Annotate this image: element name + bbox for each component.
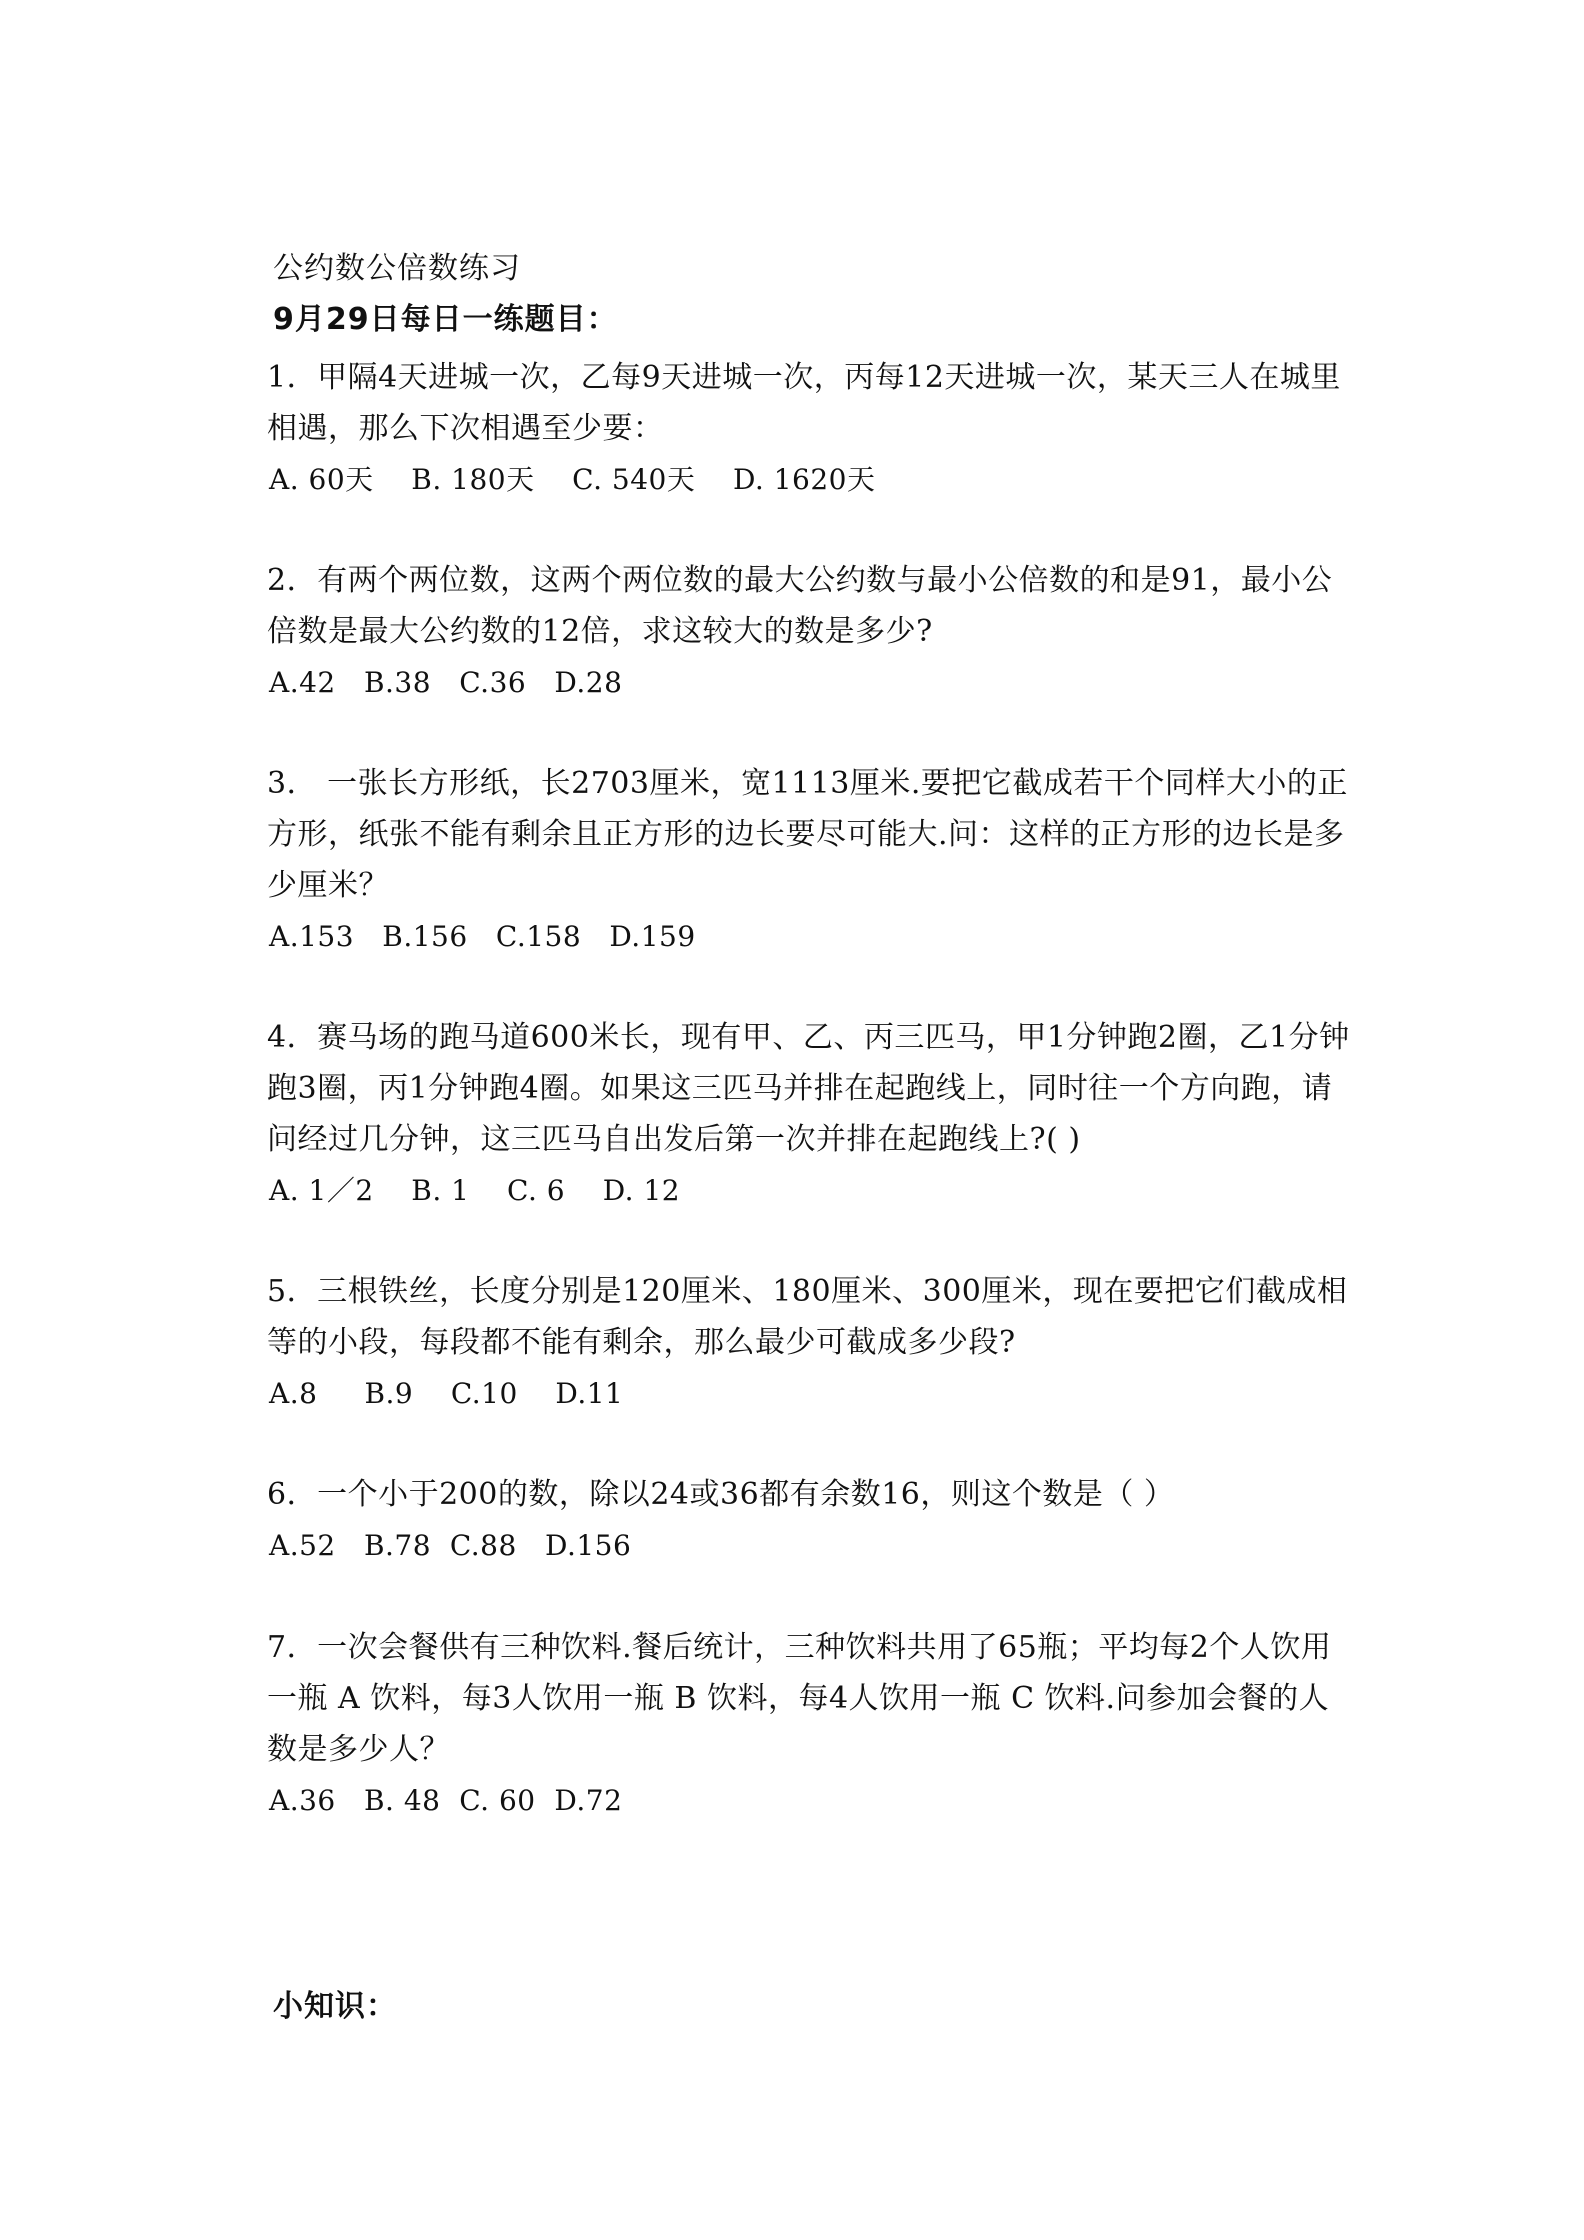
question-text: 7．一次会餐供有三种饮料.餐后统计，三种饮料共用了65瓶；平均每2个人饮用一瓶 A 饮料，每3人饮用一瓶 B 饮料，每4人饮用一瓶 C 饮料.问参加会餐的人数是多少人？	[267, 1630, 1332, 1767]
question-2	[255, 555, 1355, 708]
question-6	[255, 1469, 1355, 1571]
tips-heading: 小知识：	[273, 1989, 397, 2024]
question-text: 5．三根铁丝，长度分别是120厘米、180厘米、300厘米，现在要把它们截成相等的小段，每段都不能有剩余，那么最少可截成多少段?	[267, 1274, 1348, 1360]
page-title: 公约数公倍数练习	[273, 251, 521, 286]
question-4	[255, 1012, 1355, 1216]
question-7	[255, 1622, 1355, 1826]
question-options: A.153 B.156 C.158 D.159	[269, 920, 696, 953]
question-options: A.42 B.38 C.36 D.28	[269, 666, 623, 699]
question-text: 6．一个小于200的数，除以24或36都有余数16，则这个数是（ ）	[267, 1477, 1175, 1512]
question-options: A. 60天 B. 180天 C. 540天 D. 1620天	[269, 463, 876, 496]
question-3	[255, 758, 1355, 962]
question-5	[255, 1266, 1355, 1419]
question-1	[255, 352, 1355, 505]
question-options: A.8 B.9 C.10 D.11	[269, 1377, 624, 1410]
question-options: A.36 B. 48 C. 60 D.72	[269, 1784, 623, 1817]
question-options: A.52 B.78 C.88 D.156	[269, 1529, 632, 1562]
question-text: 1．甲隔4天进城一次，乙每9天进城一次，丙每12天进城一次，某天三人在城里相遇，那么下次相遇至少要：	[267, 360, 1341, 446]
question-text: 2．有两个两位数，这两个两位数的最大公约数与最小公倍数的和是91，最小公倍数是最大公约数的12倍，求这较大的数是多少?	[267, 563, 1333, 649]
question-text: 3． 一张长方形纸，长2703厘米，宽1113厘米.要把它截成若干个同样大小的正方形，纸张不能有剩余且正方形的边长要尽可能大.问：这样的正方形的边长是多少厘米？	[267, 766, 1348, 903]
question-text: 4．赛马场的跑马道600米长，现有甲、乙、丙三匹马，甲1分钟跑2圈，乙1分钟跑3圈，丙1分钟跑4圈。如果这三匹马并排在起跑线上，同时往一个方向跑，请问经过几分钟，这三匹马自出发后第一次并排在起跑线上?( )	[267, 1020, 1350, 1157]
page-subtitle: 9月29日每日一练题目：	[273, 302, 618, 337]
question-options: A. 1／2 B. 1 C. 6 D. 12	[269, 1174, 681, 1207]
